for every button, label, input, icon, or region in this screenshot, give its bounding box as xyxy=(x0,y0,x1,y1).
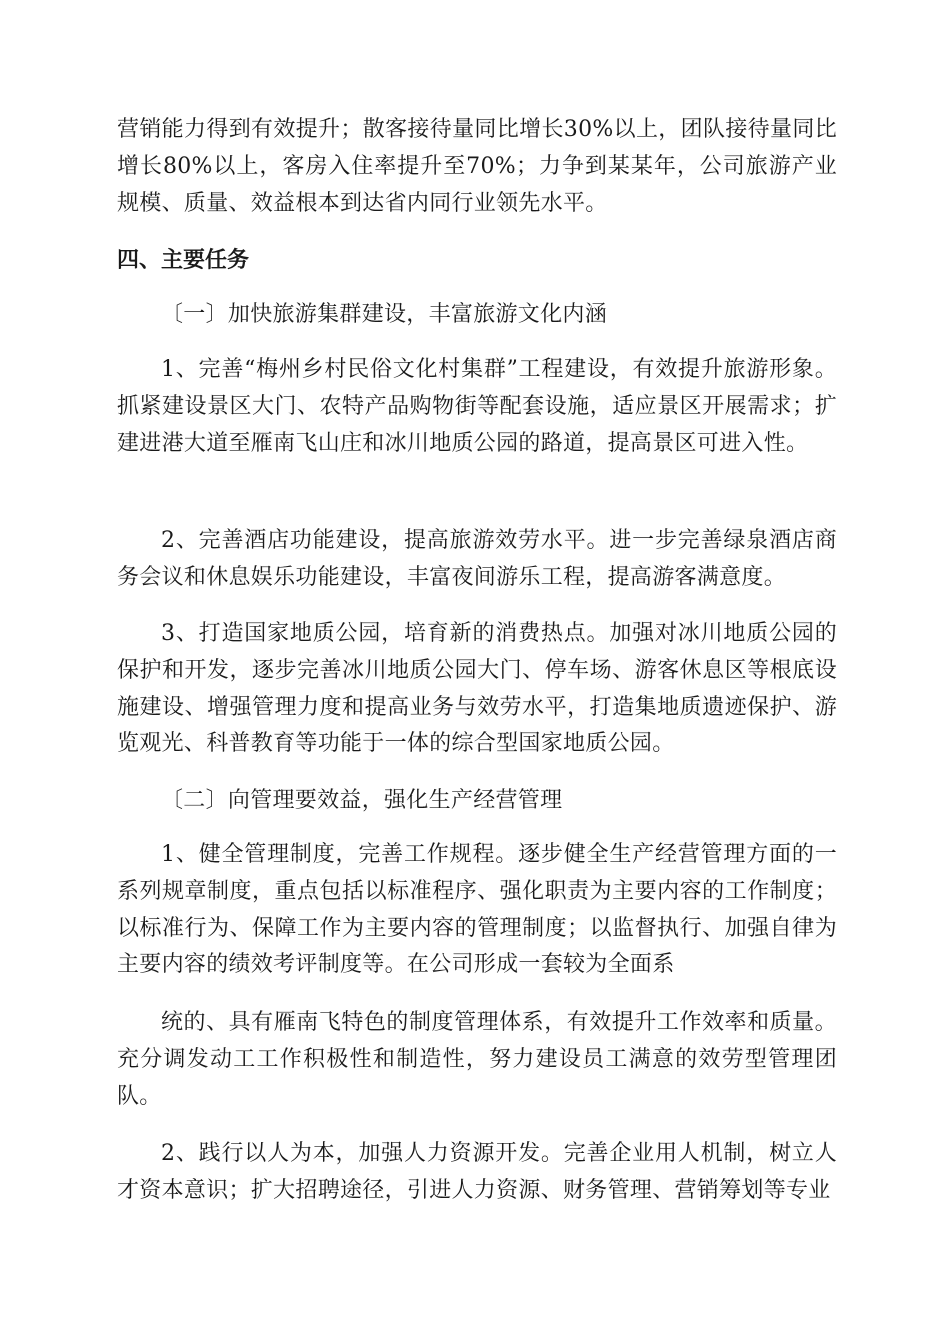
subsection-heading-2: 〔二〕向管理要效益，强化生产经营管理 xyxy=(161,788,563,813)
paragraph-item-1-1: 1、完善“梅州乡村民俗文化村集群”工程建设，有效提升旅游形象。抓紧建设景区大门、农特产品购物街等配套设施，适应景区开展需求；扩建进港大道至雁南飞山庄和冰川地质公园的路道，提高景区可进入性。 xyxy=(117,357,837,456)
paragraph-item-1-3: 3、打造国家地质公园，培育新的消费热点。加强对冰川地质公园的保护和开发，逐步完善冰川地质公园大门、停车场、游客休息区等根底设施建设、增强管理力度和提高业务与效劳水平，打造集地质遗迹保护、游览观光、科普教育等功能于一体的综合型国家地质公园。 xyxy=(117,621,837,757)
paragraph-item-2-2: 2、践行以人为本，加强人力资源开发。完善企业用人机制，树立人才资本意识；扩大招聘途径，引进人力资源、财务管理、营销筹划等专业 xyxy=(117,1141,837,1203)
subsection-heading-1: 〔一〕加快旅游集群建设，丰富旅游文化内涵 xyxy=(161,302,608,327)
section-heading-main-tasks: 四、主要任务 xyxy=(117,248,250,273)
paragraph-item-1-2: 2、完善酒店功能建设，提高旅游效劳水平。进一步完善绿泉酒店商务会议和休息娱乐功能建设，丰富夜间游乐工程，提高游客满意度。 xyxy=(117,528,837,590)
paragraph-intro: 营销能力得到有效提升；散客接待量同比增长30%以上，团队接待量同比增长80%以上，客房入住率提升至70%；力争到某某年，公司旅游产业规模、质量、效益根本到达省内同行业领先水平。 xyxy=(117,117,837,216)
paragraph-item-2-1: 1、健全管理制度，完善工作规程。逐步健全生产经营管理方面的一系列规章制度，重点包括以标准程序、强化职责为主要内容的工作制度；以标准行为、保障工作为主要内容的管理制度；以监督执行、加强自律为主要内容的绩效考评制度等。在公司形成一套较为全面系 xyxy=(117,842,837,978)
paragraph-item-2-1-continued: 统的、具有雁南飞特色的制度管理体系，有效提升工作效率和质量。充分调发动工工作积极性和制造性，努力建设员工满意的效劳型管理团队。 xyxy=(117,1010,837,1109)
